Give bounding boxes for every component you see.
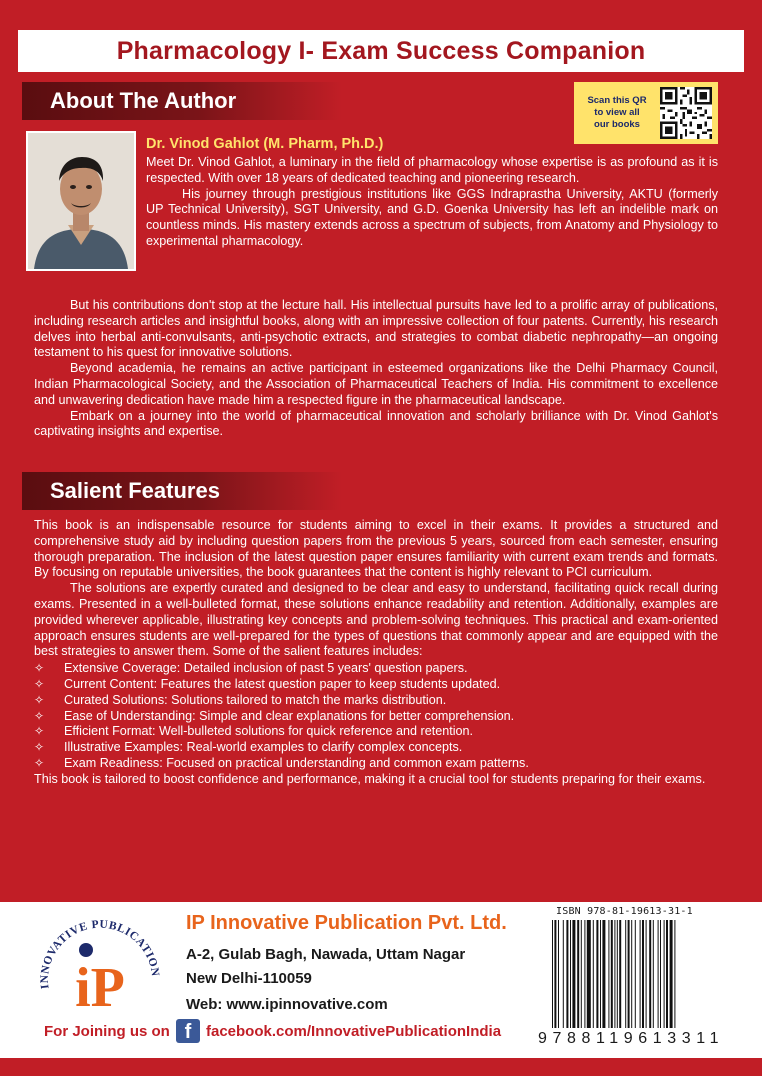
list-item: ✧ Curated Solutions: Solutions tailored to match the marks distribution. (34, 692, 447, 707)
features-list (34, 661, 718, 772)
check-arrow-icon: ✧ (34, 724, 45, 739)
about-author-header (22, 82, 342, 120)
facebook-link[interactable]: facebook.com/InnovativePublicationIndia (206, 1023, 502, 1040)
isbn-barcode (530, 906, 728, 1050)
author-bio-bottom (34, 298, 718, 440)
author-bio-paragraph: Meet Dr. Vinod Gahlot, a luminary in the field of pharmacology whose expertise is as profound as it is respected. With over 18 years of dedicated teaching and pioneering research. (146, 155, 718, 185)
check-arrow-icon: ✧ (34, 708, 45, 723)
salient-features-header-text: Salient Features (50, 478, 220, 503)
features-paragraph: The solutions are expertly curated and designed to be clear and easy to understand, facilitating quick recall during exams. Presented in a well-bulleted format, these solutions enhance readability and retention. Additionally, examples are provided wherever applicable, illustrating key concepts and problem-solving techniques. This practical and exam-oriented approach ensures students are well-prepared for the types of questions that commonly appear and are equipped with the best strategies to answer them. Some of the salient features includes: (34, 581, 718, 659)
svg-text:INNOVATIVE PUBLICATION: INNOVATIVE PUBLICATION (38, 918, 162, 990)
features-body (34, 518, 718, 788)
about-author-header-text: About The Author (50, 88, 237, 113)
qr-box[interactable] (574, 82, 718, 144)
features-closing: This book is tailored to boost confidence and performance, making it a crucial tool for students preparing for their exams. (34, 771, 706, 786)
publisher-logo-icon (36, 910, 164, 1030)
author-bio-paragraph: Embark on a journey into the world of pharmaceutical innovation and scholarly brilliance with Dr. Vinod Gahlot's captivating insights and expertise. (34, 408, 718, 439)
publisher-website[interactable]: Web: www.ipinnovative.com (186, 996, 388, 1013)
list-item: ✧ Extensive Coverage: Detailed inclusion of past 5 years' question papers. (34, 661, 468, 676)
author-bio-paragraph: His journey through prestigious institutions like GGS Indraprastha University, AKTU (formerly UP Technical University), SGT University, and G.D. Goenka University has left an indelible mark on countless minds. His mastery extends across a spectrum of subjects, from Anatomy and Physiology to experimental pharmacology. (146, 186, 718, 248)
salient-features-header (22, 472, 342, 510)
author-photo (26, 131, 136, 271)
list-item: ✧ Efficient Format: Well-bulleted solutions for quick reference and retention. (34, 724, 474, 739)
list-item: ✧ Current Content: Features the latest question paper to keep students updated. (34, 676, 501, 691)
isbn-label: ISBN 978-81-19613-31-1 (556, 906, 693, 917)
publisher-address-line2: New Delhi-110059 (186, 970, 312, 987)
publisher-name: IP Innovative Publication Pvt. Ltd. (186, 912, 507, 934)
check-arrow-icon: ✧ (34, 692, 45, 707)
title-bar (18, 30, 744, 72)
publisher-address-line1: A-2, Gulab Bagh, Nawada, Uttam Nagar (186, 946, 466, 963)
author-bio-paragraph: Beyond academia, he remains an active participant in esteemed organizations like the Delhi Pharmacy Council, Indian Pharmacological Society, and the Association of Pharmaceutical Teachers of India. His commitment to excellence and unwavering dedication have made him a respected figure in the pharmaceutical landscape. (34, 361, 718, 407)
author-bio-paragraph: But his contributions don't stop at the lecture hall. His intellectual pursuits have led to a prolific array of publications, including research articles and insightful books, along with an impressive collection of four patents. Currently, his research delves into herbal anti-convulsants, anti-psychotic extracts, and strategies to combat diabetic nephropathy—an ongoing testament to his quest for innovative solutions. (34, 298, 718, 360)
isbn-digits: 9788119613311 (538, 1030, 725, 1047)
check-arrow-icon: ✧ (34, 755, 45, 770)
barcode-icon (552, 920, 724, 1030)
book-title: Pharmacology I- Exam Success Companion (116, 36, 646, 65)
list-item: ✧ Exam Readiness: Focused on practical understanding and common exam patterns. (34, 755, 529, 770)
footer-bottom-band (0, 1058, 762, 1076)
author-bio-top (146, 155, 718, 250)
check-arrow-icon: ✧ (34, 676, 45, 691)
check-arrow-icon: ✧ (34, 740, 45, 755)
facebook-icon[interactable]: f (176, 1019, 200, 1043)
svg-text:iP: iP (75, 957, 125, 1019)
author-portrait-icon (28, 133, 134, 269)
list-item: ✧ Ease of Understanding: Simple and clear explanations for better comprehension. (34, 708, 515, 723)
author-name: Dr. Vinod Gahlot (M. Pharm, Ph.D.) (146, 136, 384, 152)
qr-caption: Scan this QR to view all our books (587, 95, 647, 130)
list-item: ✧ Illustrative Examples: Real-world examples to clarify complex concepts. (34, 740, 463, 755)
qr-code-icon[interactable] (660, 87, 712, 139)
join-label: For Joining us on (44, 1023, 170, 1040)
check-arrow-icon: ✧ (34, 661, 45, 676)
features-paragraph: This book is an indispensable resource for students aiming to excel in their exams. It provides a structured and comprehensive study aid by including question papers from the previous 5 years, sourced from each semester, ensuring thorough preparation. The inclusion of the latest question paper ensures familiarity with current exam trends and formats. By focusing on reputable universities, the book guarantees that the content is highly relevant to PCI curriculum. (34, 518, 718, 580)
